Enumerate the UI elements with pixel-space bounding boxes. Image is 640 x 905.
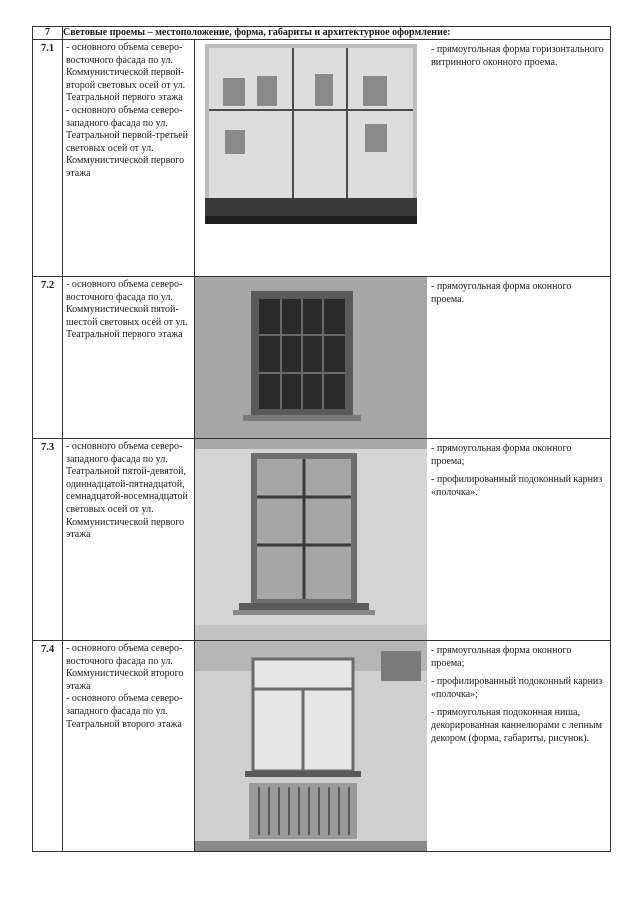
storefront-window-photo xyxy=(195,40,427,276)
location-text: - основного объема северо-западного фасада по ул. Театральной пятой-девятой, одиннадцатой-пятнадцатой, семнадцатой-восемнадцатой световых осей от ул. Коммунистической первого этажа xyxy=(66,441,188,541)
location-text: - основного объема северо-восточного фасада по ул. Коммунистической пятой-шестой световых осей от ул. Театральной первого этажа xyxy=(66,279,188,341)
row-features xyxy=(427,277,611,439)
row-photo-cell xyxy=(195,277,427,439)
row-number: 7.1 xyxy=(33,40,63,277)
table-header-row xyxy=(33,27,611,40)
row-number: 7.3 xyxy=(33,439,63,641)
barred-window-photo xyxy=(195,277,427,438)
facade-table xyxy=(32,26,611,852)
row-features xyxy=(427,40,611,277)
row-number: 7.4 xyxy=(33,641,63,852)
feature-text: - профилированный подоконный карниз «полочка». xyxy=(431,474,603,498)
feature-text: - прямоугольная форма оконного проема. xyxy=(431,281,572,305)
table-row xyxy=(33,277,611,439)
row-location xyxy=(63,40,195,277)
row-features xyxy=(427,641,611,852)
table-row xyxy=(33,40,611,277)
row-features xyxy=(427,439,611,641)
feature-text: - профилированный подоконный карниз «полочка»; xyxy=(431,676,603,700)
location-text: - основного объема северо-восточного фасада по ул. Коммунистической второго этажа - основного объема северо-западного фасада по ул. Театральной второго этажа xyxy=(66,643,184,730)
document-page xyxy=(32,26,610,852)
table-row xyxy=(33,641,611,852)
window-with-cornice-photo xyxy=(195,439,427,640)
feature-text: - прямоугольная форма оконного проема; xyxy=(431,443,572,467)
row-photo-cell xyxy=(195,40,427,277)
feature-text: - прямоугольная форма горизонтального витринного оконного проема. xyxy=(431,44,604,68)
table-row xyxy=(33,439,611,641)
window-with-niche-photo xyxy=(195,641,427,851)
feature-text: - прямоугольная форма оконного проема; xyxy=(431,645,572,669)
section-number: 7 xyxy=(33,27,63,40)
row-location xyxy=(63,641,195,852)
feature-text: - прямоугольная подоконная ниша, декорированная каннелюрами с лепным декором (форма, габариты, рисунок). xyxy=(431,707,602,744)
row-location xyxy=(63,277,195,439)
row-location xyxy=(63,439,195,641)
row-photo-cell xyxy=(195,439,427,641)
section-title: Световые проемы – местоположение, форма, габариты и архитектурное оформление: xyxy=(63,27,611,40)
row-photo-cell xyxy=(195,641,427,852)
row-number: 7.2 xyxy=(33,277,63,439)
location-text: - основного объема северо-восточного фасада по ул. Коммунистической первой-второй световых осей от ул. Театральной первого этажа - основного объема северо-западного фасада по ул. Театральной первой-третьей световых осей от ул. Коммунистической первого этажа xyxy=(66,42,189,179)
